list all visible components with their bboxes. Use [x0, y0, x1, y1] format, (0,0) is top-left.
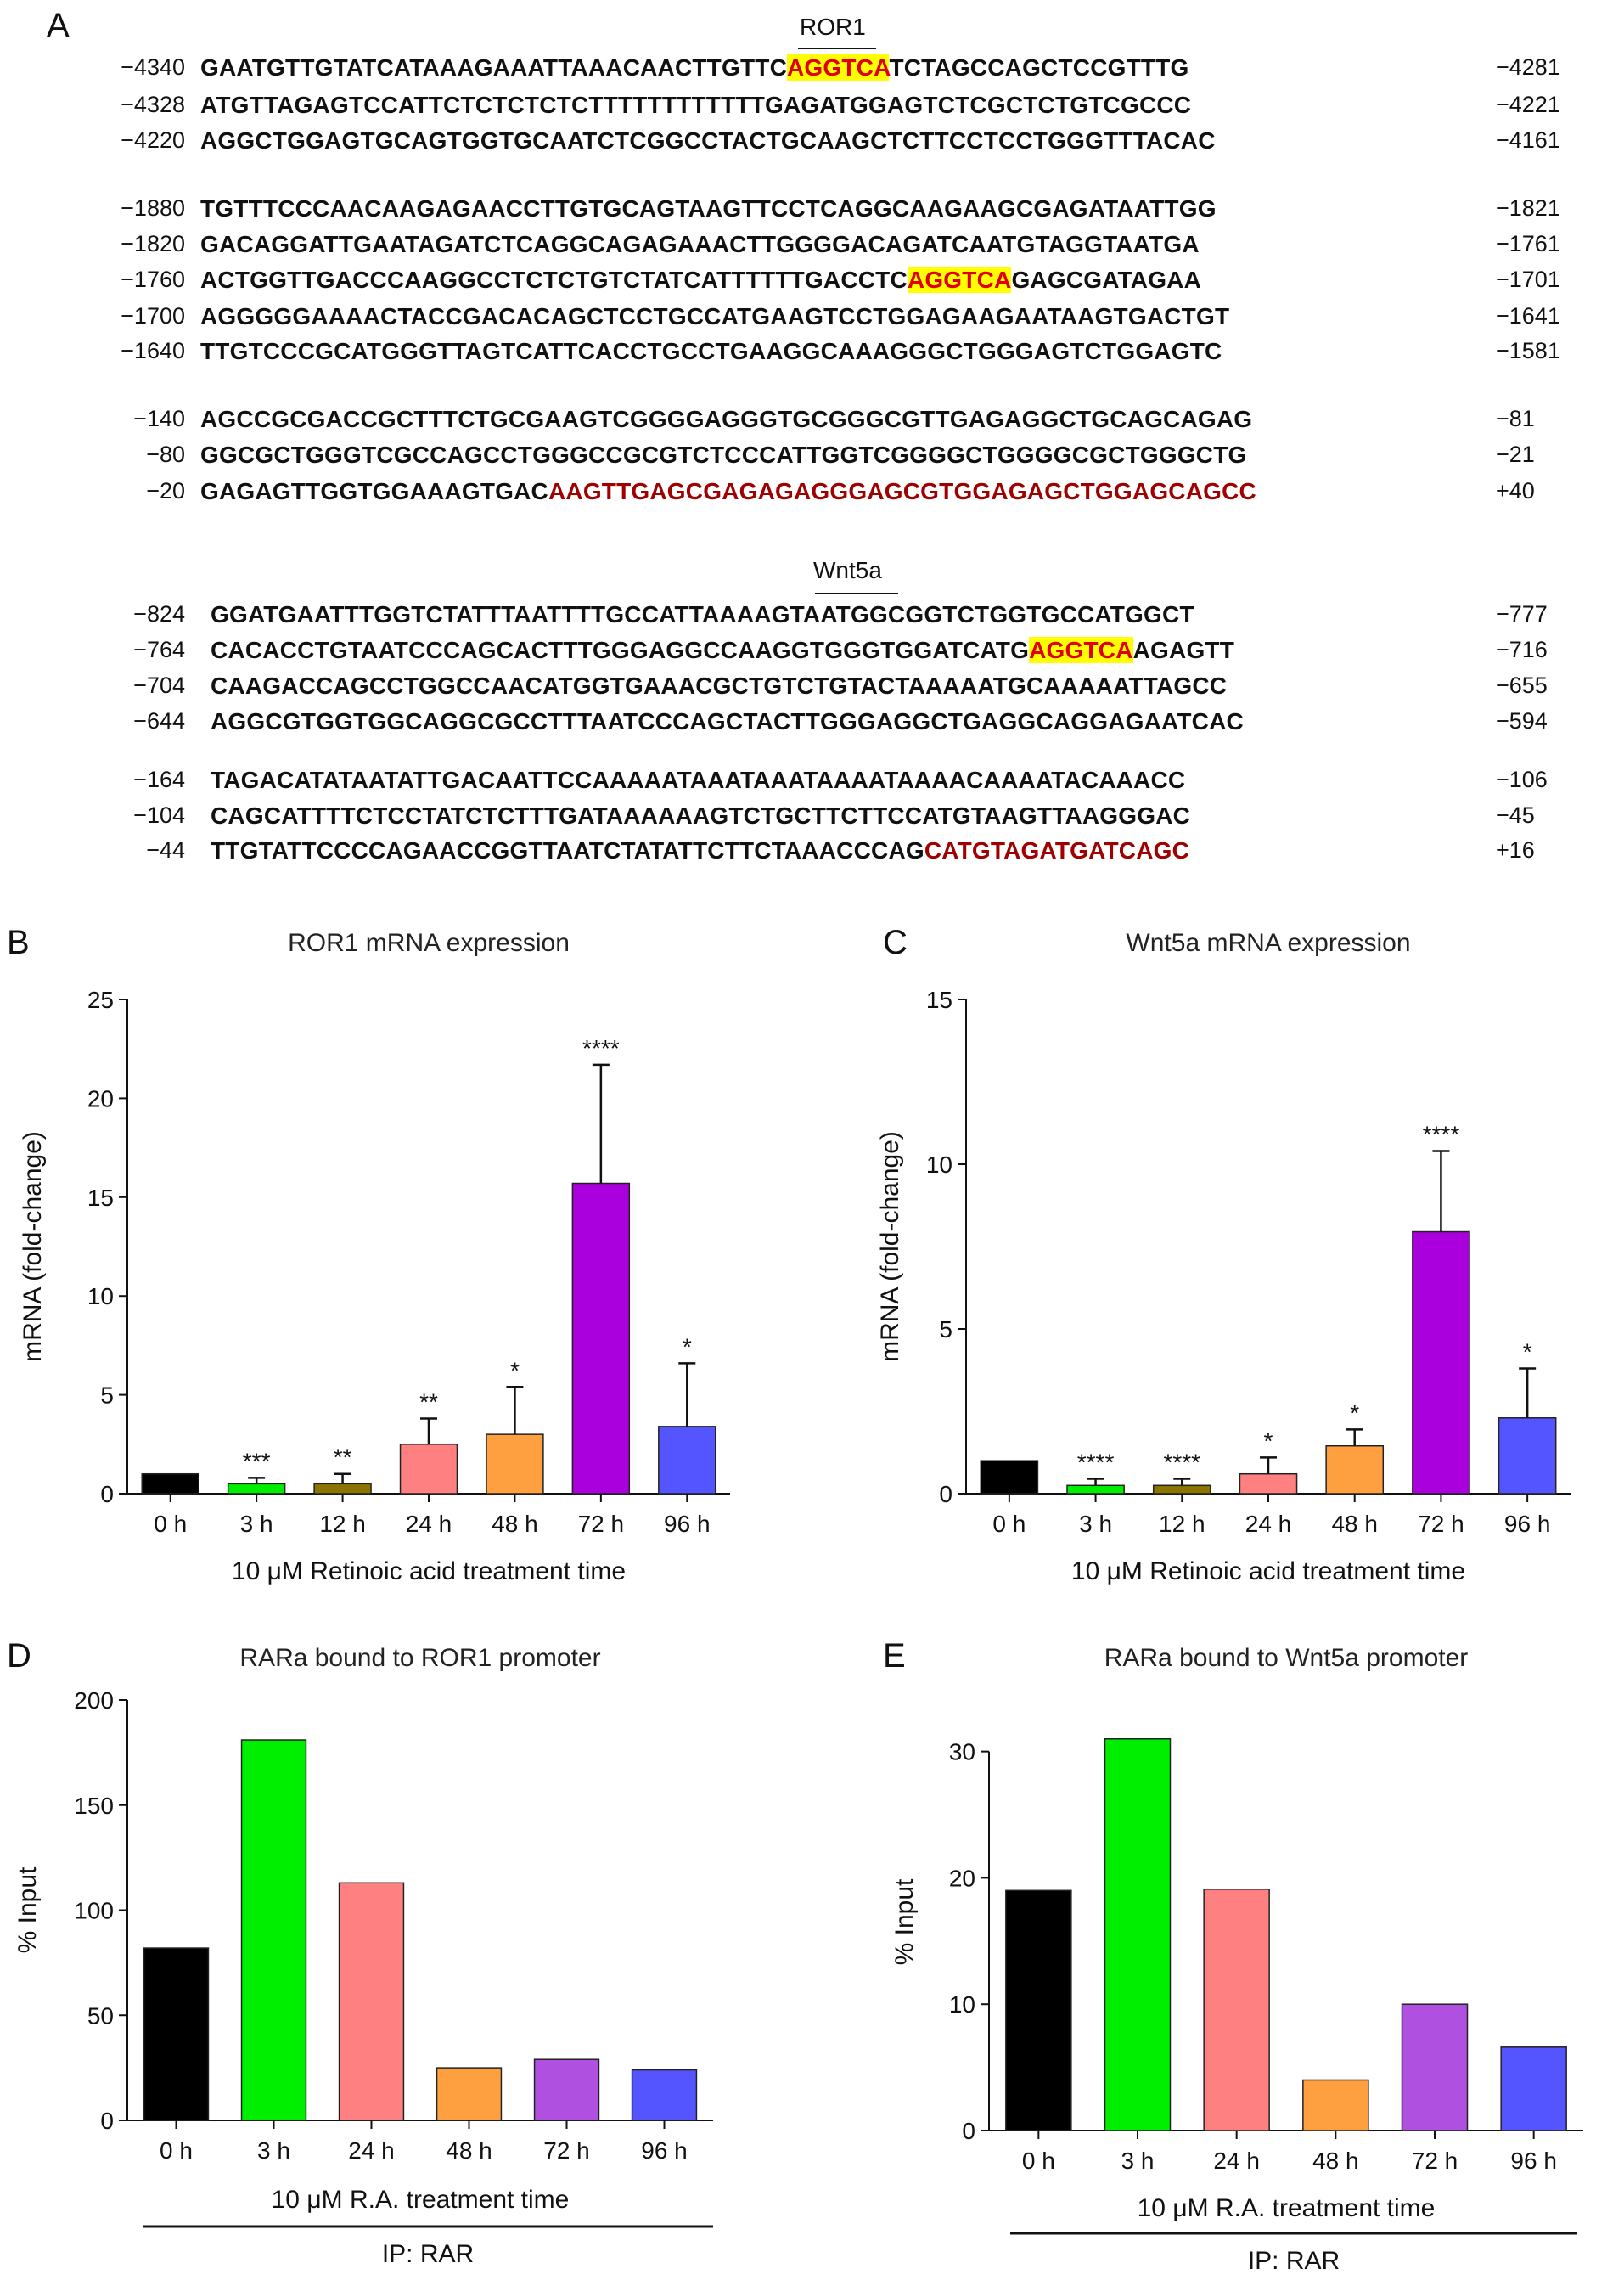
bar: [1006, 1890, 1071, 2131]
y-tick-label: 0: [962, 2118, 975, 2144]
sequence-text: [200, 478, 1256, 505]
x-tick-label: 72 h: [577, 1511, 625, 1537]
sequence-segment: GAGAGTTGGTGGAAAGTGAC: [200, 478, 548, 504]
panel-letter-e: E: [883, 1637, 906, 1675]
sequence-text: [200, 267, 1201, 294]
sequence-start-position: −80: [146, 442, 185, 467]
significance-label: *: [509, 1357, 520, 1384]
x-tick-label: 48 h: [1331, 1511, 1378, 1537]
bar: [1067, 1485, 1124, 1494]
x-tick-label: 72 h: [543, 2137, 590, 2164]
bar: [144, 1948, 209, 2120]
ror1-gene-line: [798, 48, 876, 49]
significance-label: ****: [582, 1034, 620, 1061]
sequence-end-position: −777: [1496, 601, 1548, 627]
x-tick-label: 72 h: [1411, 2148, 1458, 2174]
sequence-start-position: −20: [146, 478, 185, 504]
bar: [981, 1461, 1037, 1494]
y-tick-label: 0: [100, 1481, 114, 1507]
sequence-end-position: −1581: [1496, 338, 1560, 363]
sequence-row: [0, 195, 1613, 229]
significance-label: ***: [242, 1448, 271, 1475]
sequence-row: [0, 708, 1613, 742]
sequence-start-position: −140: [133, 406, 185, 431]
sequence-end-position: −21: [1496, 442, 1535, 467]
rare-element-highlight: AGGTCA: [787, 54, 890, 81]
x-tick-label: 3 h: [239, 1511, 273, 1537]
sequence-text: [200, 406, 1252, 433]
transcript-sequence: CATGTAGATGATCAGC: [924, 837, 1190, 864]
sequence-end-position: −4281: [1496, 54, 1560, 80]
sequence-segment: GAGCGATAGAA: [1011, 267, 1202, 293]
sequence-segment: AGGCGTGGTGGCAGGCGCCTTTAATCCCAGCTACTTGGGAGGCTGAGGCAGGAGAATCAC: [211, 708, 1244, 735]
sequence-start-position: −1880: [121, 195, 185, 221]
y-tick-label: 15: [925, 987, 952, 1013]
sequence-segment: CAAGACCAGCCTGGCCAACATGGTGAAACGCTGTCTGTACTAAAAATGCAAAAATTAGCC: [211, 673, 1228, 699]
sequence-text: [200, 442, 1247, 469]
sequence-row: [0, 767, 1613, 801]
y-tick-label: 15: [87, 1184, 114, 1211]
y-tick-label: 30: [948, 1738, 975, 1765]
bar: [142, 1474, 199, 1494]
sequence-text: [211, 802, 1190, 830]
bar: [314, 1483, 371, 1494]
sequence-row: [0, 442, 1613, 476]
bar: [1499, 1418, 1556, 1494]
y-tick-label: 0: [100, 2108, 114, 2134]
sequence-row: [0, 338, 1613, 372]
chart-wnt5a-mrna: [815, 917, 1624, 1596]
sequence-text: [200, 195, 1217, 222]
x-tick-label: 12 h: [319, 1511, 366, 1537]
sequence-row: [0, 231, 1613, 265]
sequence-end-position: −1821: [1496, 195, 1560, 221]
panel-letter-d: D: [7, 1637, 31, 1675]
ror1-gene-label: ROR1: [800, 14, 866, 40]
panel-letter-a: A: [47, 7, 70, 44]
x-tick-label: 24 h: [348, 2137, 395, 2164]
y-axis-label: mRNA (fold-change): [19, 1131, 47, 1362]
sequence-end-position: −594: [1496, 708, 1548, 734]
sequence-segment: TCTAGCCAGCTCCGTTTG: [889, 54, 1189, 81]
y-tick-label: 150: [74, 1792, 114, 1819]
y-tick-label: 0: [939, 1481, 952, 1507]
sequence-segment: AGCCGCGACCGCTTTCTGCGAAGTCGGGGAGGGTGCGGGCGTTGAGAGGCTGCAGCAGAG: [200, 406, 1253, 432]
sequence-end-position: −45: [1496, 802, 1535, 828]
bar: [1105, 1739, 1171, 2131]
y-axis-label: mRNA (fold-change): [876, 1131, 904, 1362]
sequence-text: [211, 601, 1194, 628]
sequence-row: [0, 673, 1613, 707]
y-tick-label: 20: [87, 1085, 114, 1112]
bar: [437, 2068, 502, 2120]
bar: [242, 1740, 306, 2120]
sequence-text: [200, 231, 1200, 258]
significance-label: ****: [1163, 1449, 1201, 1476]
bar: [659, 1427, 716, 1494]
y-tick-label: 50: [87, 2002, 114, 2029]
sequence-row: [0, 267, 1613, 301]
bar: [1501, 2047, 1566, 2131]
chart-rara-ror1: [0, 1630, 798, 2280]
x-tick-label: 24 h: [1213, 2148, 1260, 2174]
wnt5a-gene-line: [815, 593, 898, 594]
x-tick-label: 96 h: [1510, 2148, 1557, 2174]
wnt5a-gene-label: Wnt5a: [813, 557, 882, 583]
bar: [1154, 1485, 1211, 1494]
x-tick-label: 0 h: [992, 1511, 1026, 1537]
sequence-row: [0, 637, 1613, 671]
sequence-start-position: −1820: [121, 231, 185, 256]
sequence-row: [0, 478, 1613, 512]
sequence-start-position: −164: [133, 767, 185, 792]
transcript-sequence: AAGTTGAGCGAGAGAGGGAGCGTGGAGAGCTGGAGCAGCC: [548, 478, 1256, 504]
sequence-text: [200, 92, 1191, 119]
sequence-end-position: −1641: [1496, 303, 1560, 329]
sequence-segment: ATGTTAGAGTCCATTCTCTCTCTCTTTTTTTTTTTTGAGATGGAGTCTCGCTCTGTCGCCC: [200, 92, 1192, 118]
bar: [228, 1483, 285, 1494]
chart-title: ROR1 mRNA expression: [288, 929, 570, 957]
significance-label: **: [333, 1444, 352, 1471]
x-axis-label: 10 μM R.A. treatment time: [1137, 2194, 1436, 2222]
sequence-segment: GGCGCTGGGTCGCCAGCCTGGGCCGCGTCTCCCATTGGTCGGGGCTGGGGCGCTGGGCTG: [200, 442, 1247, 468]
sequence-start-position: −764: [133, 637, 185, 662]
significance-label: **: [419, 1388, 438, 1416]
sequence-end-position: −4221: [1496, 92, 1560, 117]
sequence-start-position: −644: [133, 708, 185, 734]
y-tick-label: 25: [87, 987, 114, 1013]
rare-element-highlight: AGGTCA: [907, 267, 1012, 293]
x-tick-label: 3 h: [257, 2137, 290, 2164]
x-tick-label: 48 h: [1312, 2148, 1359, 2174]
chart-ror1-mrna: [0, 917, 798, 1596]
ip-label: IP: RAR: [381, 2240, 475, 2268]
x-tick-label: 0 h: [1021, 2148, 1055, 2174]
sequence-start-position: −4220: [121, 127, 185, 153]
panel-letter-b: B: [7, 924, 30, 961]
sequence-text: [200, 127, 1216, 155]
x-tick-label: 0 h: [154, 1511, 188, 1537]
sequence-row: [0, 837, 1613, 871]
sequence-row: [0, 406, 1613, 440]
y-tick-label: 20: [948, 1865, 975, 1892]
sequence-row: [0, 127, 1613, 161]
sequence-text: [200, 338, 1222, 365]
sequence-start-position: −1700: [121, 303, 185, 329]
sequence-text: [211, 837, 1189, 864]
sequence-segment: TAGACATATAATATTGACAATTCCAAAAATAAATAAATAAAATAAAACAAAATACAAACC: [211, 767, 1186, 793]
y-tick-label: 10: [87, 1283, 114, 1310]
significance-label: *: [1522, 1338, 1532, 1365]
sequence-start-position: −1640: [121, 338, 185, 363]
sequence-row: [0, 92, 1613, 126]
sequence-start-position: −4328: [121, 92, 185, 117]
y-tick-label: 200: [74, 1687, 114, 1714]
y-tick-label: 5: [939, 1316, 952, 1343]
sequence-end-position: +40: [1496, 478, 1535, 504]
sequence-end-position: −655: [1496, 673, 1548, 698]
significance-label: ****: [1076, 1449, 1115, 1476]
bar: [1303, 2080, 1368, 2131]
sequence-segment: GAATGTTGTATCATAAAGAAATTAAACAACTTGTTC: [200, 54, 787, 81]
sequence-row: [0, 601, 1613, 635]
sequence-text: [211, 708, 1244, 735]
chart-title: Wnt5a mRNA expression: [1126, 929, 1411, 957]
chart-title: RARa bound to Wnt5a promoter: [1104, 1644, 1469, 1672]
panel-letter-c: C: [883, 924, 908, 961]
x-axis-label: 10 μM R.A. treatment time: [271, 2186, 570, 2214]
sequence-segment: CACACCTGTAATCCCAGCACTTTGGGAGGCCAAGGTGGGTGGATCATG: [211, 637, 1030, 663]
y-axis-label: % Input: [14, 1866, 42, 1954]
sequence-segment: AGAGTT: [1132, 637, 1235, 663]
sequence-text: [200, 303, 1229, 330]
sequence-end-position: +16: [1496, 837, 1535, 863]
bar: [1402, 2004, 1468, 2131]
sequence-end-position: −4161: [1496, 127, 1560, 153]
sequence-row: [0, 303, 1613, 337]
x-tick-label: 96 h: [664, 1511, 711, 1537]
bar: [632, 2070, 697, 2120]
x-tick-label: 48 h: [492, 1511, 538, 1537]
x-tick-label: 0 h: [160, 2137, 193, 2164]
sequence-segment: AGGGGGAAAACTACCGACACAGCTCCTGCCATGAAGTCCTGGAGAAGAATAAGTGACTGT: [200, 303, 1230, 329]
sequence-start-position: −4340: [121, 54, 185, 80]
y-tick-label: 5: [100, 1382, 114, 1409]
bar: [535, 2059, 599, 2120]
sequence-start-position: −104: [133, 802, 185, 828]
sequence-start-position: −44: [146, 837, 185, 863]
sequence-start-position: −824: [133, 601, 185, 627]
y-tick-label: 10: [925, 1151, 952, 1178]
sequence-start-position: −1760: [121, 267, 185, 292]
sequence-segment: ACTGGTTGACCCAAGGCCTCTCTGTCTATCATTTTTTGACCTC: [200, 267, 908, 293]
sequence-segment: GACAGGATTGAATAGATCTCAGGCAGAGAAACTTGGGGACAGATCAATGTAGGTAATGA: [200, 231, 1200, 257]
sequence-segment: GGATGAATTTGGTCTATTTAATTTTGCCATTAAAAGTAATGGCGGTCTGGTGCCATGGCT: [211, 601, 1194, 628]
sequence-end-position: −81: [1496, 406, 1535, 431]
chart-rara-wnt5a: [815, 1630, 1624, 2280]
x-tick-label: 3 h: [1079, 1511, 1113, 1537]
sequence-text: [211, 767, 1185, 794]
x-tick-label: 96 h: [641, 2137, 688, 2164]
significance-label: *: [1350, 1399, 1360, 1427]
sequence-row: [0, 802, 1613, 836]
bar: [340, 1883, 404, 2120]
bar: [1239, 1474, 1296, 1494]
sequence-segment: TTGTATTCCCCAGAACCGGTTAATCTATATTCTTCTAAACCCAG: [211, 837, 924, 864]
bar: [401, 1444, 458, 1494]
sequence-segment: CAGCATTTTCTCCTATCTCTTTGATAAAAAAGTCTGCTTCTTCCATGTAAGTTAAGGGAC: [211, 802, 1191, 829]
bar: [572, 1184, 629, 1494]
sequence-end-position: −1761: [1496, 231, 1560, 256]
sequence-start-position: −704: [133, 673, 185, 698]
x-tick-label: 12 h: [1159, 1511, 1205, 1537]
sequence-end-position: −1701: [1496, 267, 1560, 292]
y-tick-label: 100: [74, 1897, 114, 1924]
sequence-text: [211, 673, 1227, 700]
x-axis-label: 10 μM Retinoic acid treatment time: [231, 1557, 627, 1585]
rare-element-highlight: AGGTCA: [1029, 637, 1133, 663]
ip-label: IP: RAR: [1247, 2247, 1340, 2275]
y-axis-label: % Input: [891, 1878, 919, 1966]
sequence-segment: AGGCTGGAGTGCAGTGGTGCAATCTCGGCCTACTGCAAGCTCTTCCTCCTGGGTTTACAC: [200, 127, 1216, 154]
x-tick-label: 24 h: [1245, 1511, 1292, 1537]
x-tick-label: 96 h: [1503, 1511, 1551, 1537]
significance-label: *: [1263, 1427, 1273, 1455]
sequence-text: [211, 637, 1234, 664]
significance-label: ****: [1422, 1121, 1460, 1148]
sequence-segment: TTGTCCCGCATGGGTTAGTCATTCACCTGCCTGAAGGCAAAGGGCTGGGAGTCTGGAGTC: [200, 338, 1222, 364]
x-tick-label: 72 h: [1418, 1511, 1464, 1537]
sequence-text: [200, 54, 1188, 82]
sequence-end-position: −106: [1496, 767, 1548, 792]
chart-title: RARa bound to ROR1 promoter: [239, 1644, 601, 1672]
bar: [486, 1434, 543, 1494]
x-tick-label: 48 h: [446, 2137, 492, 2164]
bar: [1204, 1889, 1269, 2131]
x-tick-label: 3 h: [1121, 2148, 1155, 2174]
y-tick-label: 10: [948, 1991, 975, 2018]
bar: [1326, 1446, 1383, 1494]
bar: [1413, 1232, 1469, 1494]
x-axis-label: 10 μM Retinoic acid treatment time: [1070, 1557, 1466, 1585]
sequence-end-position: −716: [1496, 637, 1548, 662]
sequence-row: [0, 54, 1613, 88]
significance-label: *: [682, 1333, 692, 1360]
x-tick-label: 24 h: [405, 1511, 452, 1537]
sequence-segment: TGTTTCCCAACAAGAGAACCTTGTGCAGTAAGTTCCTCAGGCAAGAAGCGAGATAATTGG: [200, 195, 1217, 222]
